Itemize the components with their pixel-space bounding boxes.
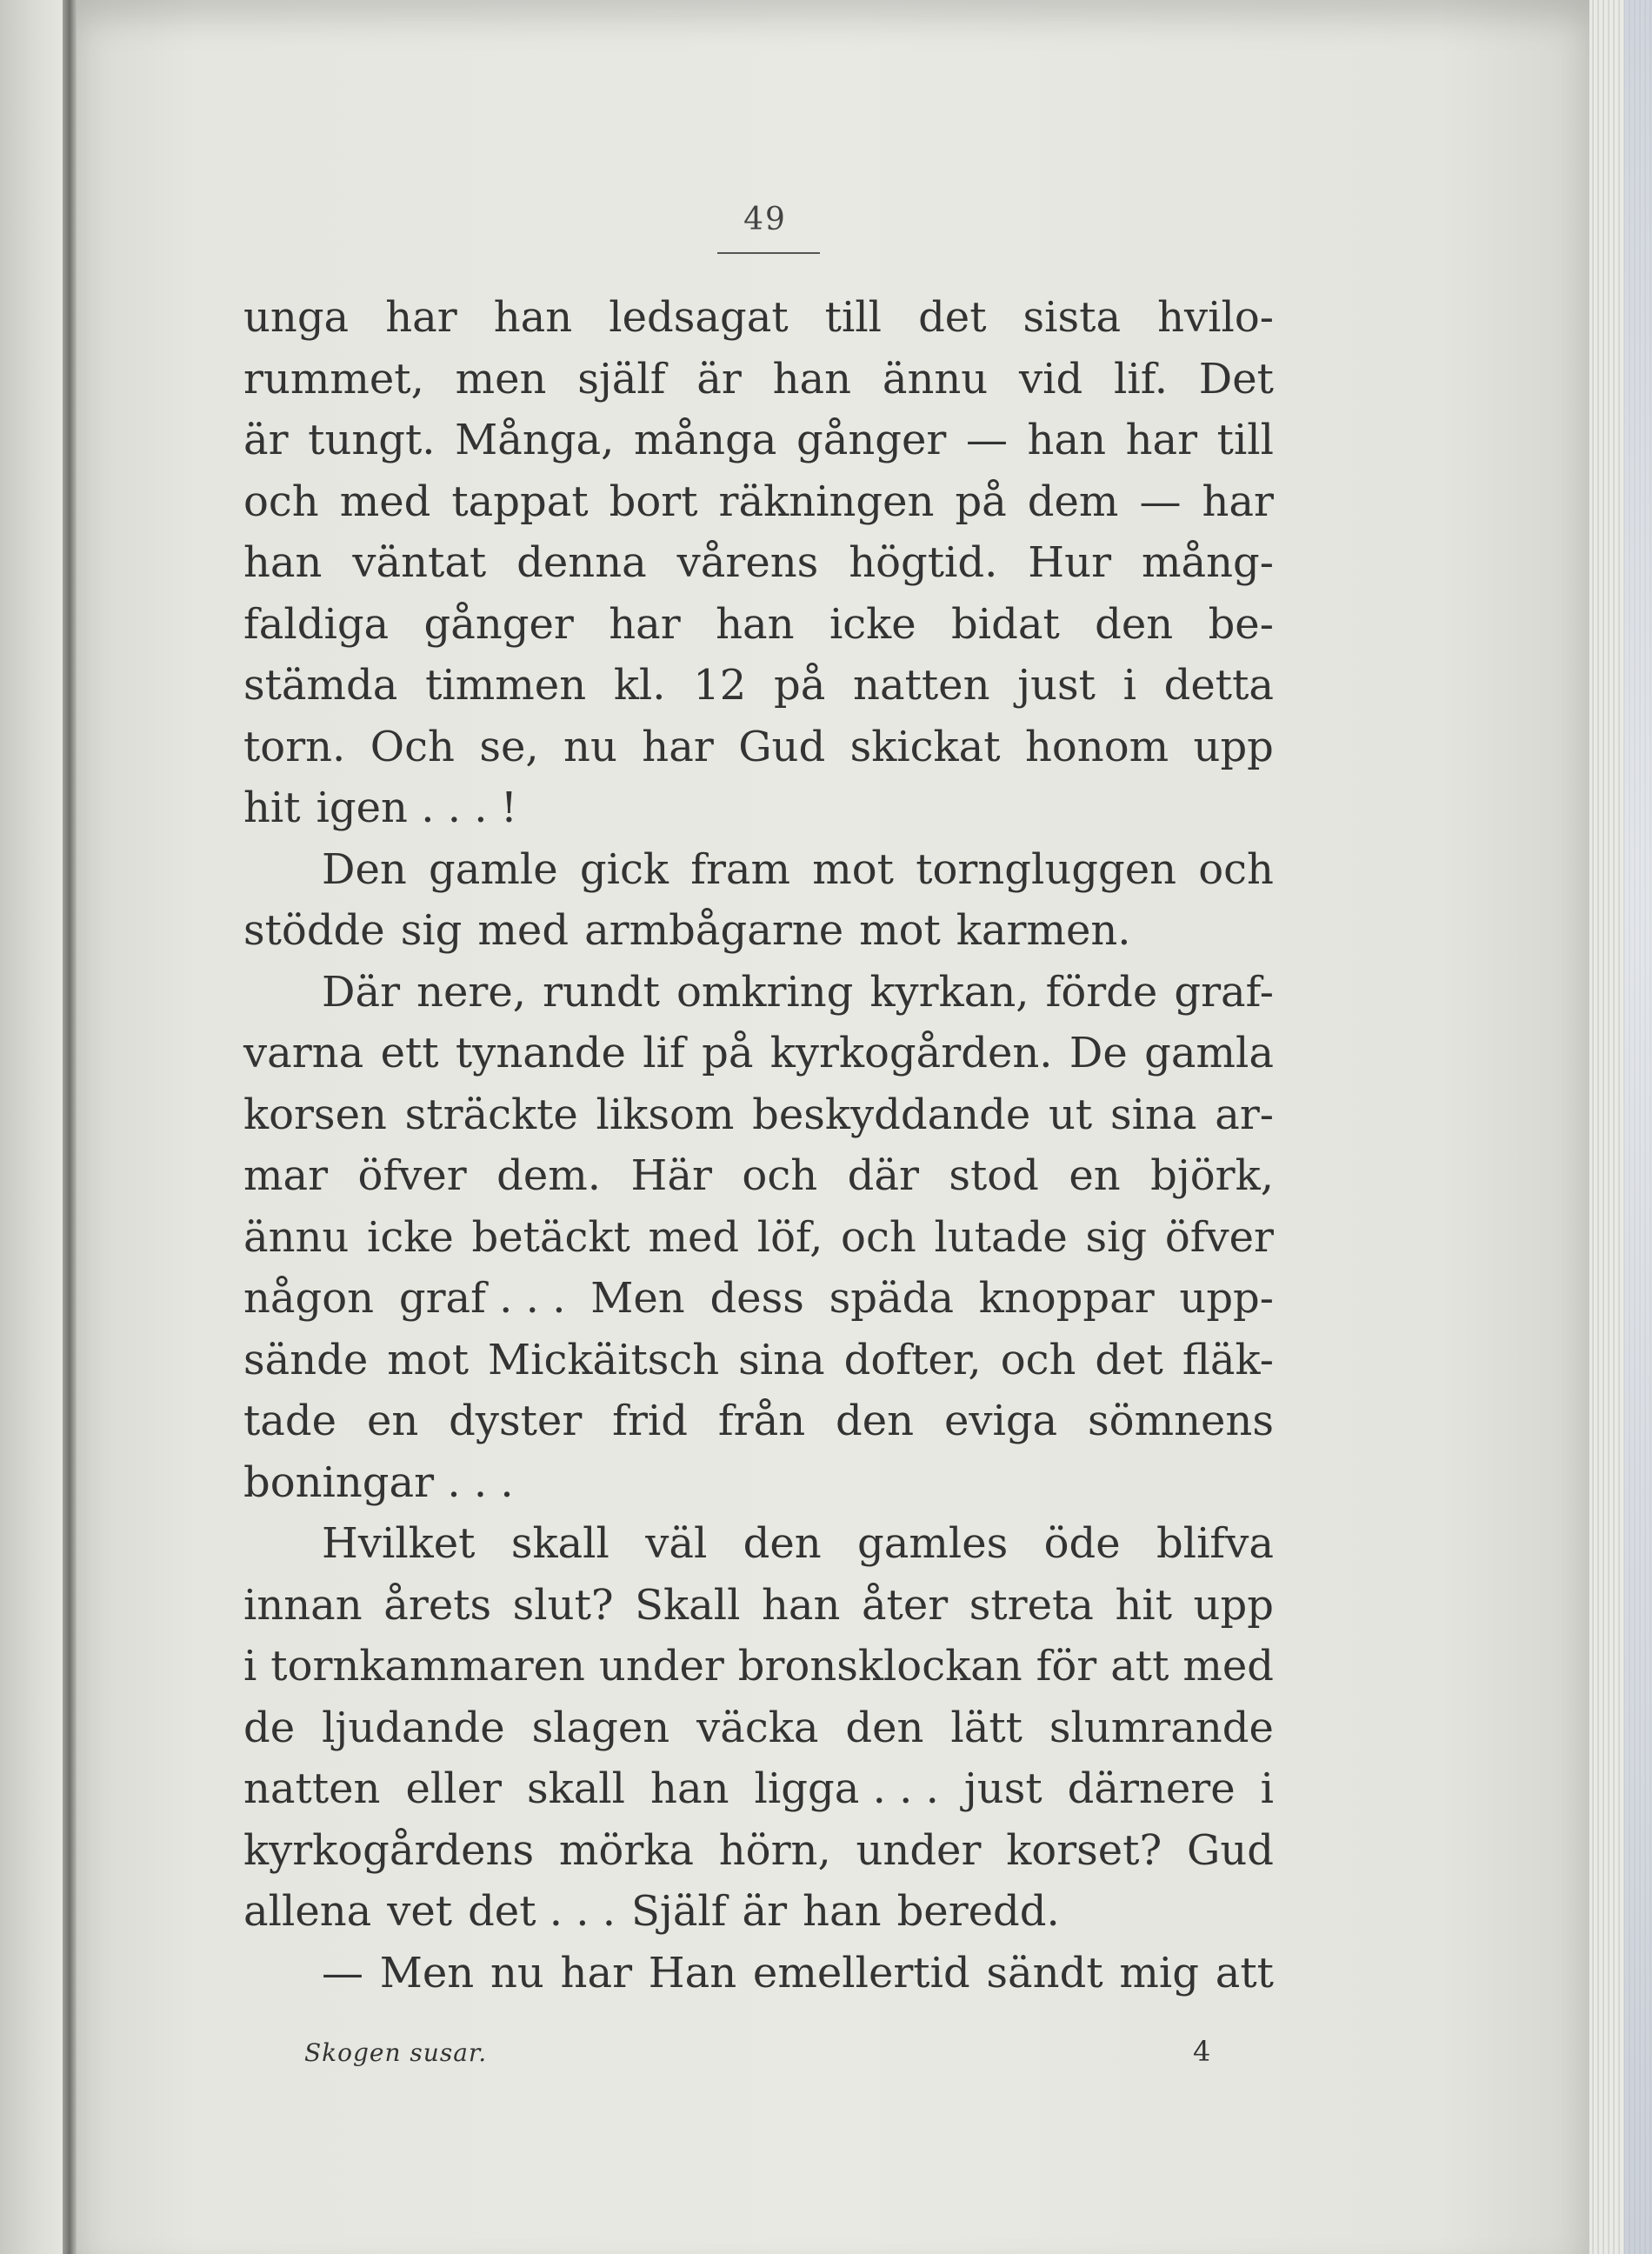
word: dyster xyxy=(449,1397,583,1445)
page-stack-edge xyxy=(1589,0,1652,2254)
text-line xyxy=(243,1881,1274,1943)
word: en xyxy=(1069,1151,1121,1200)
word: i xyxy=(1122,661,1136,710)
word: tappat xyxy=(451,477,589,526)
word: Där xyxy=(322,967,401,1017)
word: bort xyxy=(609,477,698,526)
word: skickat xyxy=(849,722,1001,771)
word: späda xyxy=(829,1274,954,1323)
word: mörka xyxy=(558,1825,694,1875)
word: beredd. xyxy=(896,1887,1060,1936)
word: dem. xyxy=(496,1151,602,1200)
word: tornkammaren xyxy=(270,1642,585,1690)
word: be- xyxy=(1208,599,1274,649)
word: den xyxy=(845,1703,924,1752)
word: tynande xyxy=(455,1029,626,1077)
word: Men xyxy=(379,1948,475,1997)
word: torngluggen xyxy=(916,844,1177,894)
word: Skall xyxy=(635,1580,741,1630)
word: därnere xyxy=(1067,1764,1236,1813)
body-text xyxy=(243,287,1274,2004)
word: icke xyxy=(829,599,916,649)
word: armbågarne xyxy=(584,906,844,955)
text-line xyxy=(243,1820,1274,1882)
word: björk, xyxy=(1150,1151,1274,1200)
word: och xyxy=(1198,844,1274,894)
word: slumrande xyxy=(1049,1703,1274,1752)
word: Men xyxy=(590,1274,685,1323)
word: hit xyxy=(1115,1580,1173,1630)
word: i xyxy=(243,1642,257,1690)
text-line xyxy=(243,287,1274,349)
word: natten xyxy=(243,1764,381,1813)
word: kyrkogårdens xyxy=(243,1825,535,1875)
word: han xyxy=(803,1887,882,1936)
word: sig xyxy=(1085,1212,1148,1262)
word: den xyxy=(1095,599,1174,649)
word: sina xyxy=(738,1335,825,1384)
word: Gud xyxy=(738,722,826,771)
word: hvilo- xyxy=(1157,293,1274,342)
text-line xyxy=(243,532,1274,594)
word: ut xyxy=(1048,1090,1093,1139)
word: sista xyxy=(1023,293,1122,342)
word: en xyxy=(366,1397,419,1445)
word: Hvilket xyxy=(322,1519,476,1568)
word: att xyxy=(1110,1642,1169,1690)
word: Det xyxy=(1198,354,1274,403)
word: Hur xyxy=(1028,538,1112,587)
word: förde xyxy=(1045,967,1158,1017)
text-line xyxy=(243,900,1274,962)
word: streta xyxy=(969,1580,1094,1630)
word: stämda xyxy=(243,661,398,710)
word: ar- xyxy=(1215,1090,1274,1139)
word: Den xyxy=(322,844,407,894)
word: nere, xyxy=(416,967,527,1017)
word: — xyxy=(1139,477,1182,526)
word: där xyxy=(847,1151,919,1200)
word: frid xyxy=(612,1397,688,1445)
word: kyrkan, xyxy=(869,967,1029,1017)
word: sömnens xyxy=(1088,1397,1274,1445)
word: Mickäitsch xyxy=(488,1335,720,1384)
word: han xyxy=(772,354,852,403)
word: åter xyxy=(861,1580,949,1630)
word: blifva xyxy=(1156,1519,1274,1568)
word: boningar . . . xyxy=(243,1457,514,1507)
word: 12 xyxy=(693,661,747,710)
word: under xyxy=(598,1642,724,1690)
word: just xyxy=(1017,661,1096,710)
word: på xyxy=(774,661,826,710)
word: har xyxy=(642,722,714,771)
word: dess xyxy=(709,1274,804,1323)
word: mång- xyxy=(1141,538,1274,587)
word: De xyxy=(1069,1029,1128,1077)
word: varna xyxy=(243,1029,364,1077)
word: upp xyxy=(1193,722,1274,771)
word: med xyxy=(477,906,570,955)
text-line xyxy=(243,594,1274,656)
word: fläk- xyxy=(1182,1335,1274,1384)
word: öfver xyxy=(1164,1212,1274,1262)
word: Många, xyxy=(455,416,615,464)
word: icke xyxy=(367,1212,454,1262)
word: dofter, xyxy=(843,1335,982,1384)
word: skall xyxy=(526,1764,626,1813)
word: under xyxy=(856,1825,982,1875)
word: lätt xyxy=(950,1703,1023,1752)
text-line xyxy=(243,1758,1274,1820)
word: han xyxy=(1027,416,1106,464)
word: innan xyxy=(243,1580,363,1630)
text-line xyxy=(243,471,1274,533)
word: Och xyxy=(370,722,455,771)
word: i xyxy=(1260,1764,1274,1813)
word: denna xyxy=(516,538,647,587)
text-line xyxy=(243,1023,1274,1084)
word: eviga xyxy=(943,1397,1058,1445)
word: tungt. xyxy=(308,416,436,464)
word: ledsagat xyxy=(609,293,789,342)
text-line xyxy=(243,1943,1274,2004)
word: gamla xyxy=(1144,1029,1274,1077)
word: med xyxy=(339,477,431,526)
word: rundt xyxy=(543,967,660,1017)
word: gamle xyxy=(429,844,558,894)
text-line xyxy=(243,1636,1274,1697)
word: gick xyxy=(579,844,669,894)
word: och xyxy=(1000,1335,1076,1384)
word: knoppar xyxy=(978,1274,1155,1323)
word: omkring xyxy=(676,967,854,1017)
word: hit xyxy=(243,784,301,832)
word: sändt xyxy=(986,1948,1103,1997)
word: tade xyxy=(243,1397,337,1445)
word: vårens xyxy=(676,538,819,587)
text-line xyxy=(243,1390,1274,1452)
word: dem xyxy=(1027,477,1119,526)
word: högtid. xyxy=(849,538,998,587)
word: Gud xyxy=(1187,1825,1274,1875)
word: korset? xyxy=(1006,1825,1162,1875)
word: på xyxy=(955,477,1007,526)
text-line xyxy=(243,962,1274,1024)
word: han xyxy=(493,293,573,342)
word: med xyxy=(1182,1642,1274,1690)
word: han xyxy=(243,538,323,587)
word: är xyxy=(243,416,289,464)
word: väntat xyxy=(352,538,487,587)
word: — xyxy=(965,416,1008,464)
word: den xyxy=(836,1397,915,1445)
previous-page-edge xyxy=(0,0,71,2254)
word: just xyxy=(963,1764,1042,1813)
word: graf- xyxy=(1174,967,1274,1017)
word: och xyxy=(243,477,319,526)
word: är xyxy=(742,1887,788,1936)
word: nu xyxy=(563,722,617,771)
word: rummet, xyxy=(243,354,424,403)
word: har xyxy=(560,1948,633,1997)
word: mot xyxy=(812,844,894,894)
word: årets xyxy=(383,1580,492,1630)
text-line xyxy=(243,1145,1274,1207)
word: väl xyxy=(645,1519,708,1568)
word: med xyxy=(648,1212,740,1262)
word: Han xyxy=(648,1948,737,1997)
word: ännu xyxy=(882,354,989,403)
word: mot xyxy=(387,1335,469,1384)
word: ljudande xyxy=(322,1703,505,1752)
word: sig xyxy=(400,906,463,955)
book-gutter xyxy=(63,0,77,2254)
signature-mark: 4 xyxy=(1193,2035,1211,2068)
text-line xyxy=(243,1207,1274,1269)
word: lif. xyxy=(1113,354,1168,403)
word: själf xyxy=(577,354,666,403)
word: mig xyxy=(1119,1948,1199,1997)
word: sina xyxy=(1109,1090,1197,1139)
word: gånger xyxy=(423,599,574,649)
word: se, xyxy=(479,722,539,771)
word: karmen. xyxy=(956,906,1131,955)
word: stödde xyxy=(243,906,385,955)
text-line xyxy=(243,1513,1274,1575)
word: upp xyxy=(1193,1580,1274,1630)
word: löf, xyxy=(756,1212,823,1262)
word: öde xyxy=(1043,1519,1121,1568)
word: vet xyxy=(387,1887,453,1936)
word: korsen xyxy=(243,1090,387,1139)
word: lutade xyxy=(934,1212,1068,1262)
word: har xyxy=(1202,477,1274,526)
word: har xyxy=(1125,416,1198,464)
word: liksom xyxy=(596,1090,735,1139)
word: nu xyxy=(490,1948,544,1997)
word: unga xyxy=(243,293,350,342)
word: detta xyxy=(1163,661,1274,710)
word: räkningen xyxy=(718,477,935,526)
word: upp- xyxy=(1179,1274,1274,1323)
page-number-rule xyxy=(717,252,820,254)
text-line xyxy=(243,839,1274,901)
footer-title: Skogen susar. xyxy=(304,2038,488,2067)
word: har xyxy=(609,599,681,649)
word: torn. xyxy=(243,722,346,771)
word: de xyxy=(243,1703,296,1752)
word: sträckte xyxy=(404,1090,578,1139)
text-line xyxy=(243,1575,1274,1637)
word: hörn, xyxy=(718,1825,831,1875)
word: fram xyxy=(690,844,791,894)
word: på xyxy=(702,1029,754,1077)
word: det . . . xyxy=(468,1887,616,1936)
word: allena xyxy=(243,1887,372,1936)
word: beskyddande xyxy=(752,1090,1031,1139)
word: stod xyxy=(949,1151,1039,1200)
text-line xyxy=(243,1452,1274,1514)
word: väcka xyxy=(696,1703,819,1752)
word: ett xyxy=(380,1029,439,1077)
word: lif xyxy=(643,1029,685,1077)
word: det xyxy=(1095,1335,1163,1384)
word: det xyxy=(918,293,987,342)
word: någon xyxy=(243,1274,375,1323)
word: gånger xyxy=(796,416,947,464)
word: faldiga xyxy=(243,599,390,649)
word: kyrkogården. xyxy=(769,1029,1053,1077)
word: ligga . . . xyxy=(754,1764,939,1813)
word: men xyxy=(455,354,547,403)
text-line xyxy=(243,349,1274,410)
word: och xyxy=(742,1151,818,1200)
word: sände xyxy=(243,1335,369,1384)
word: han xyxy=(716,599,795,649)
word: till xyxy=(1216,416,1274,464)
word: han xyxy=(761,1580,841,1630)
word: han xyxy=(650,1764,729,1813)
word: honom xyxy=(1024,722,1169,771)
text-line xyxy=(243,1697,1274,1759)
text-line xyxy=(243,410,1274,471)
word: öfver xyxy=(357,1151,467,1200)
text-line xyxy=(243,717,1274,778)
word: slagen xyxy=(531,1703,670,1752)
word: igen . . . ! xyxy=(316,784,518,832)
word: för xyxy=(1036,1642,1097,1690)
word: till xyxy=(824,293,883,342)
word: timmen xyxy=(425,661,587,710)
page-number: 49 xyxy=(743,202,787,237)
word: mar xyxy=(243,1151,329,1200)
word: emellertid xyxy=(752,1948,970,1997)
word: bidat xyxy=(951,599,1060,649)
text-line xyxy=(243,655,1274,717)
word: från xyxy=(717,1397,806,1445)
word: vid xyxy=(1019,354,1083,403)
word: betäckt xyxy=(471,1212,630,1262)
text-line xyxy=(243,1268,1274,1330)
word: har xyxy=(385,293,457,342)
word: natten xyxy=(853,661,990,710)
word: kl. xyxy=(613,661,666,710)
word: Här xyxy=(630,1151,712,1200)
word: ännu xyxy=(243,1212,350,1262)
word: skall xyxy=(510,1519,610,1568)
word: slut? xyxy=(512,1580,614,1630)
word: att xyxy=(1215,1948,1274,1997)
word: — xyxy=(322,1948,363,1997)
word: den xyxy=(743,1519,822,1568)
text-line xyxy=(243,1330,1274,1391)
word: bronsklockan xyxy=(737,1642,1023,1690)
word: och xyxy=(841,1212,916,1262)
word: eller xyxy=(405,1764,502,1813)
word: är xyxy=(696,354,742,403)
word: gamles xyxy=(857,1519,1009,1568)
text-line xyxy=(243,1084,1274,1146)
word: många xyxy=(634,416,777,464)
text-line xyxy=(243,777,1274,839)
word: Själf xyxy=(631,1887,727,1936)
word: mot xyxy=(859,906,941,955)
word: graf . . . xyxy=(398,1274,566,1323)
